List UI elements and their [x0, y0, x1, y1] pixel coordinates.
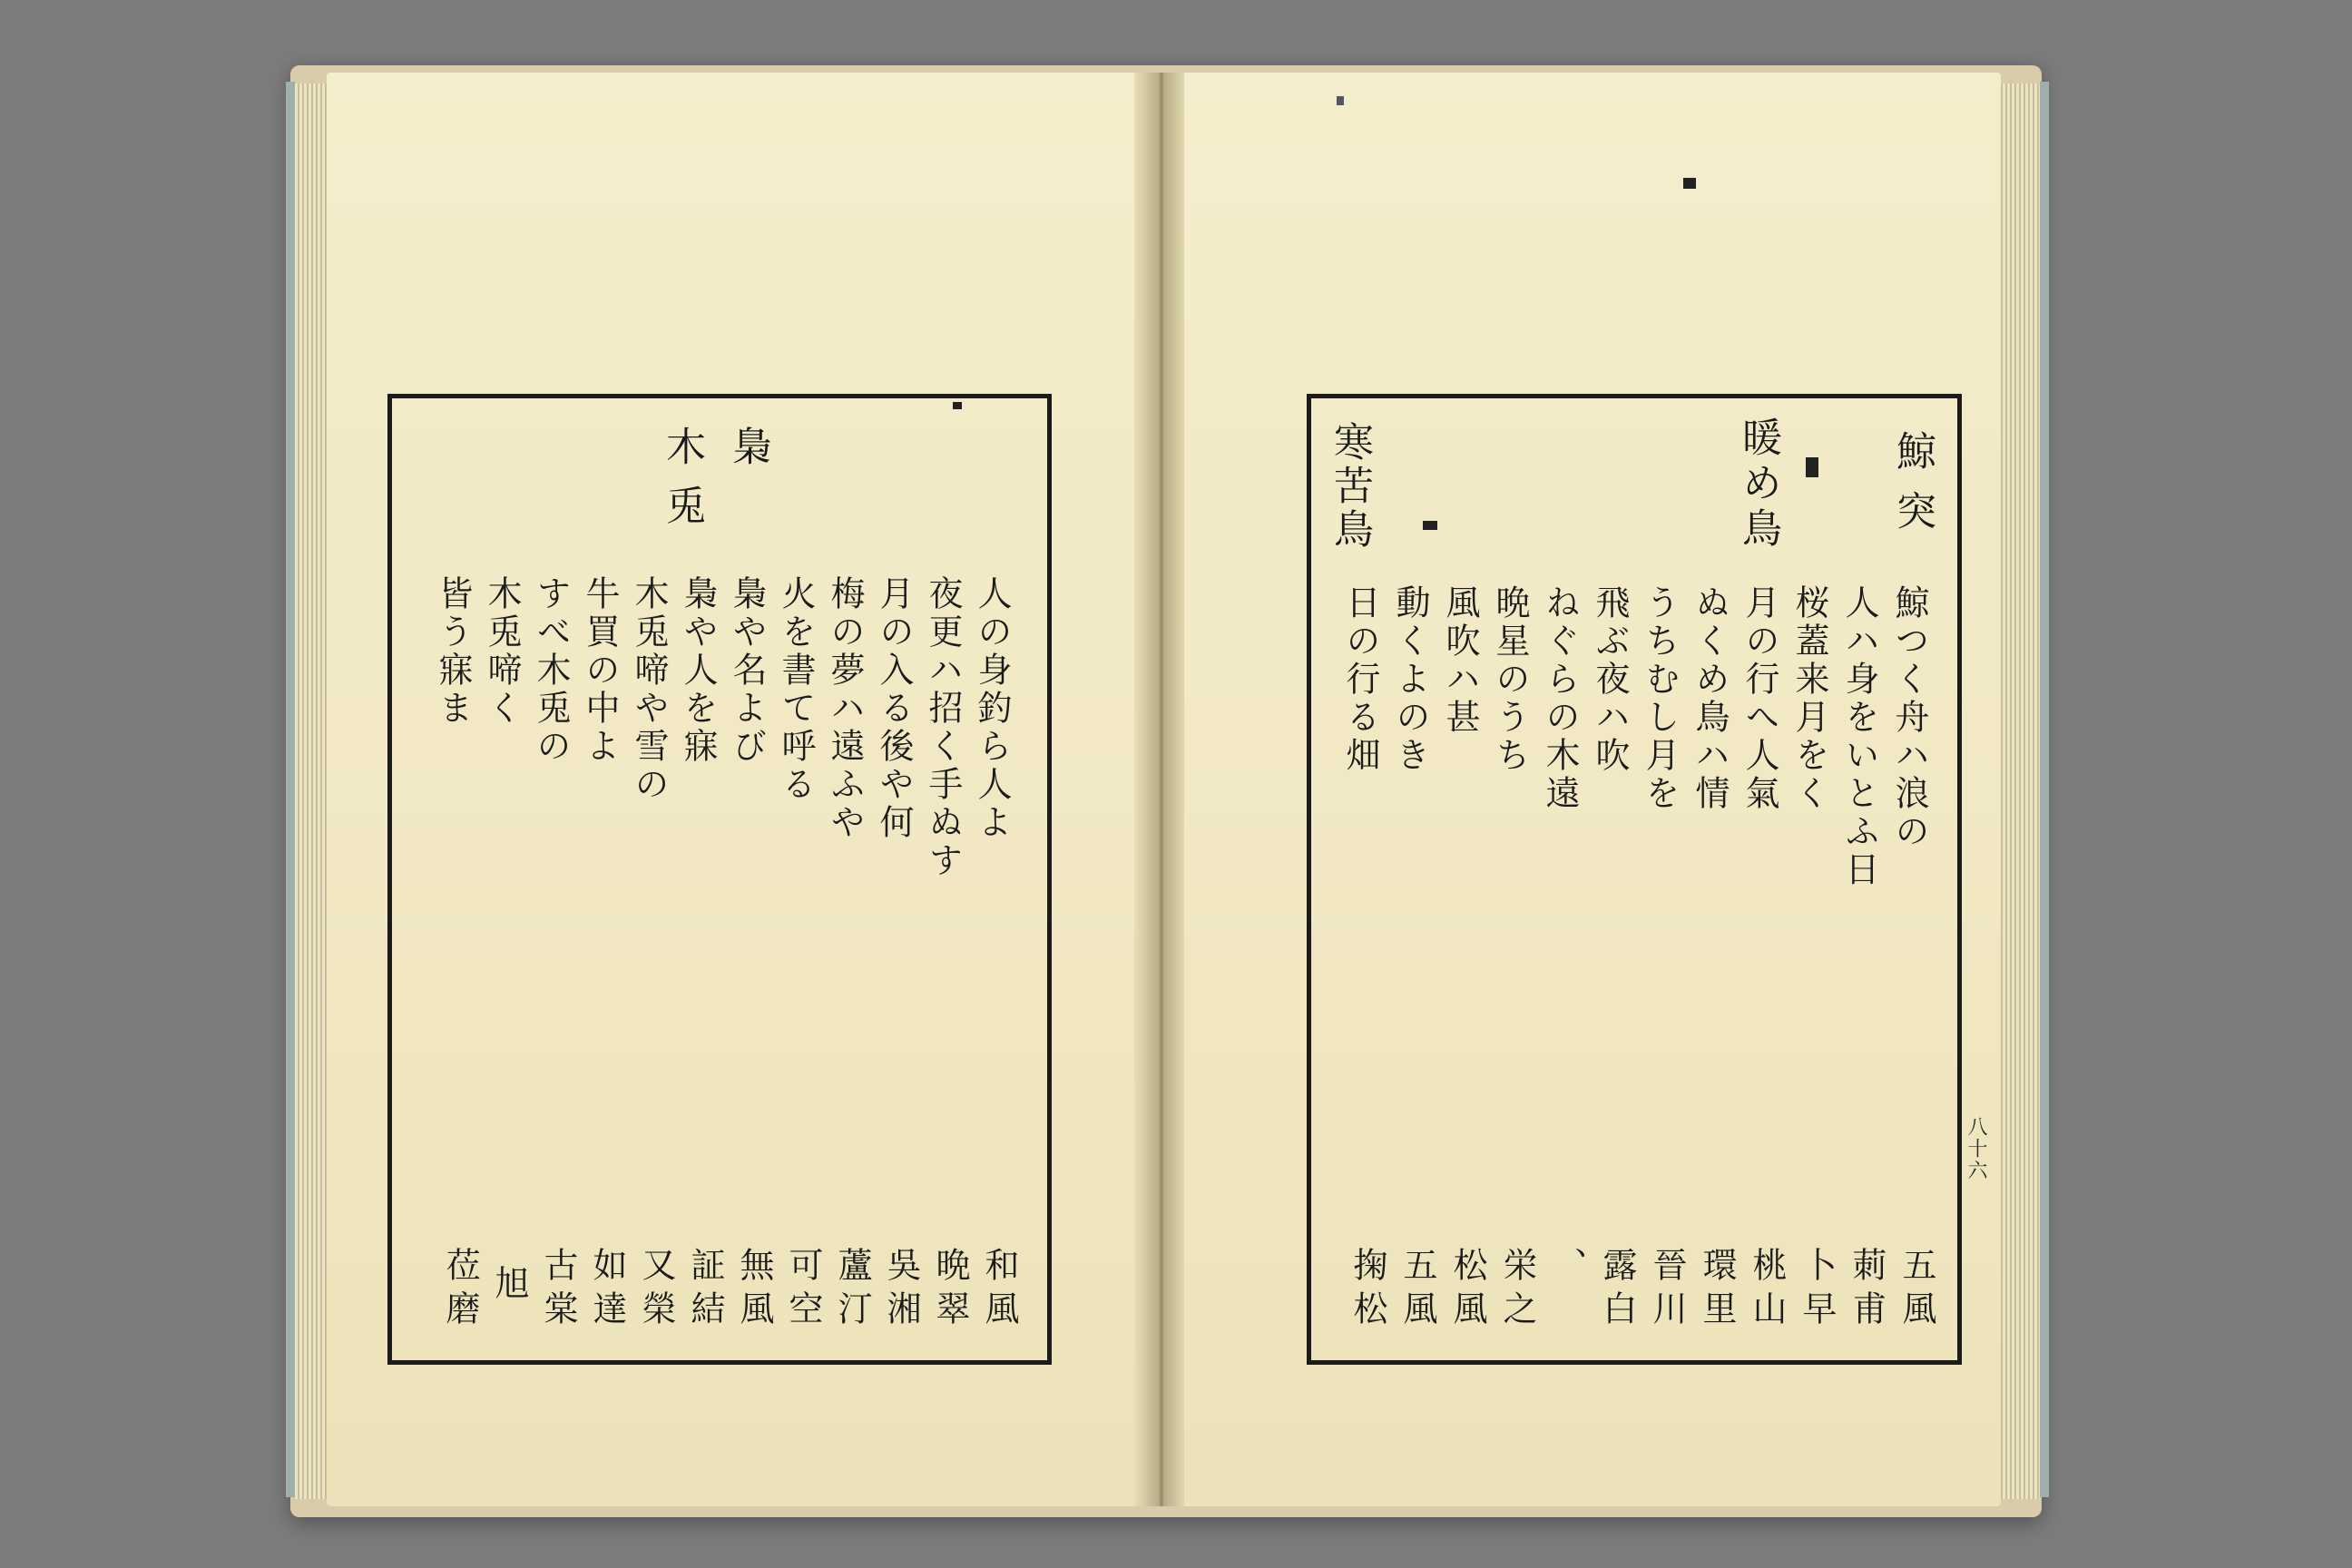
left-haiku-line: 木兎啼く [482, 575, 522, 728]
right-haiku-line: うちむし月を [1640, 584, 1680, 813]
left-haiku-line: すべ木兎の [531, 575, 571, 766]
right-poet-name: 環里 [1697, 1247, 1737, 1334]
ink-speck [1423, 521, 1437, 530]
right-haiku-line: 晩星のうち [1490, 584, 1530, 775]
ink-speck [953, 402, 962, 409]
left-haiku-line: 梟や名よび [727, 575, 767, 766]
left-poet-name: 蘆汀 [832, 1247, 872, 1334]
book-gutter [1134, 73, 1189, 1506]
right-haiku-line: 桜蓋来月をく [1789, 584, 1829, 813]
right-poet-name: 、 [1547, 1247, 1587, 1290]
right-haiku-line: 月の行へ人氣 [1740, 584, 1779, 813]
right-title-whaling: 鯨突 [1889, 430, 1936, 550]
left-poet-name: 無風 [734, 1247, 774, 1334]
left-haiku-line: 月の入る後や何 [874, 575, 914, 842]
left-subtitle-1: 木 [659, 426, 705, 485]
right-poet-name: 五風 [1896, 1247, 1936, 1334]
right-title-warm-bird: 暖め鳥 [1735, 416, 1781, 553]
right-text-frame [1307, 394, 1962, 1365]
left-poet-name: 古棠 [538, 1247, 578, 1334]
right-haiku-line: 風吹ハ甚 [1440, 584, 1480, 737]
right-haiku-line: ねぐらの木遠 [1540, 584, 1580, 813]
right-poet-name: 松風 [1447, 1247, 1487, 1334]
page-edges-right [2001, 83, 2042, 1499]
ink-speck [1806, 457, 1818, 477]
right-poet-name: 卜早 [1797, 1247, 1837, 1334]
right-haiku-line: 飛ぶ夜ハ吹 [1590, 584, 1630, 775]
left-haiku-line: 皆う寐ま [433, 575, 473, 728]
right-poet-name: 栄之 [1497, 1247, 1537, 1334]
right-title-kankucho: 寒苦鳥 [1327, 421, 1373, 552]
right-poet-name: 掬松 [1348, 1247, 1387, 1334]
left-haiku-line: 木兎啼や雪の [629, 575, 669, 804]
left-haiku-line: 夜更ハ招く手ぬす [923, 575, 963, 880]
left-haiku-line: 梅の夢ハ遠ふや [825, 575, 865, 842]
left-poet-name: 可空 [783, 1247, 823, 1334]
right-haiku-line: 動くよのき [1390, 584, 1430, 775]
left-poet-name: 和風 [979, 1247, 1019, 1334]
left-poet-name: 如達 [587, 1247, 627, 1334]
left-haiku-line: 火を書て呼る [776, 575, 816, 804]
left-poet-name: 莅磨 [440, 1247, 480, 1334]
left-poet-name: 又榮 [636, 1247, 676, 1334]
right-haiku-line: 日の行る畑 [1340, 584, 1380, 775]
right-haiku-line: ぬくめ鳥ハ情 [1690, 584, 1730, 813]
right-poet-name: 莿甫 [1847, 1247, 1886, 1334]
cover-edge-right [2040, 82, 2049, 1497]
ink-speck [1337, 96, 1344, 105]
right-poet-name: 露白 [1597, 1247, 1637, 1334]
left-poet-name: 旭 [489, 1265, 529, 1308]
right-poet-name: 桃山 [1747, 1247, 1787, 1334]
page-edges-left [290, 83, 327, 1499]
right-poet-name: 五風 [1397, 1247, 1437, 1334]
right-haiku-line: 鯨つく舟ハ浪の [1889, 584, 1929, 851]
ink-speck [1683, 178, 1696, 189]
left-haiku-line: 梟や人を寐 [678, 575, 718, 766]
cover-edge-left [286, 82, 295, 1497]
page-folio-number: 八十六 [1965, 1116, 1987, 1181]
left-haiku-line: 人の身釣ら人よ [972, 575, 1012, 842]
left-text-frame [387, 394, 1052, 1365]
left-poet-name: 吳湘 [881, 1247, 921, 1334]
left-poet-name: 晩翠 [930, 1247, 970, 1334]
left-poet-name: 証結 [685, 1247, 725, 1334]
left-subtitle-2: 兎 [659, 485, 705, 544]
right-haiku-line: 人ハ身をいとふ日 [1839, 584, 1879, 889]
left-title: 梟 [725, 426, 771, 485]
right-poet-name: 晉川 [1647, 1247, 1687, 1334]
left-haiku-line: 牛買の中よ [580, 575, 620, 766]
